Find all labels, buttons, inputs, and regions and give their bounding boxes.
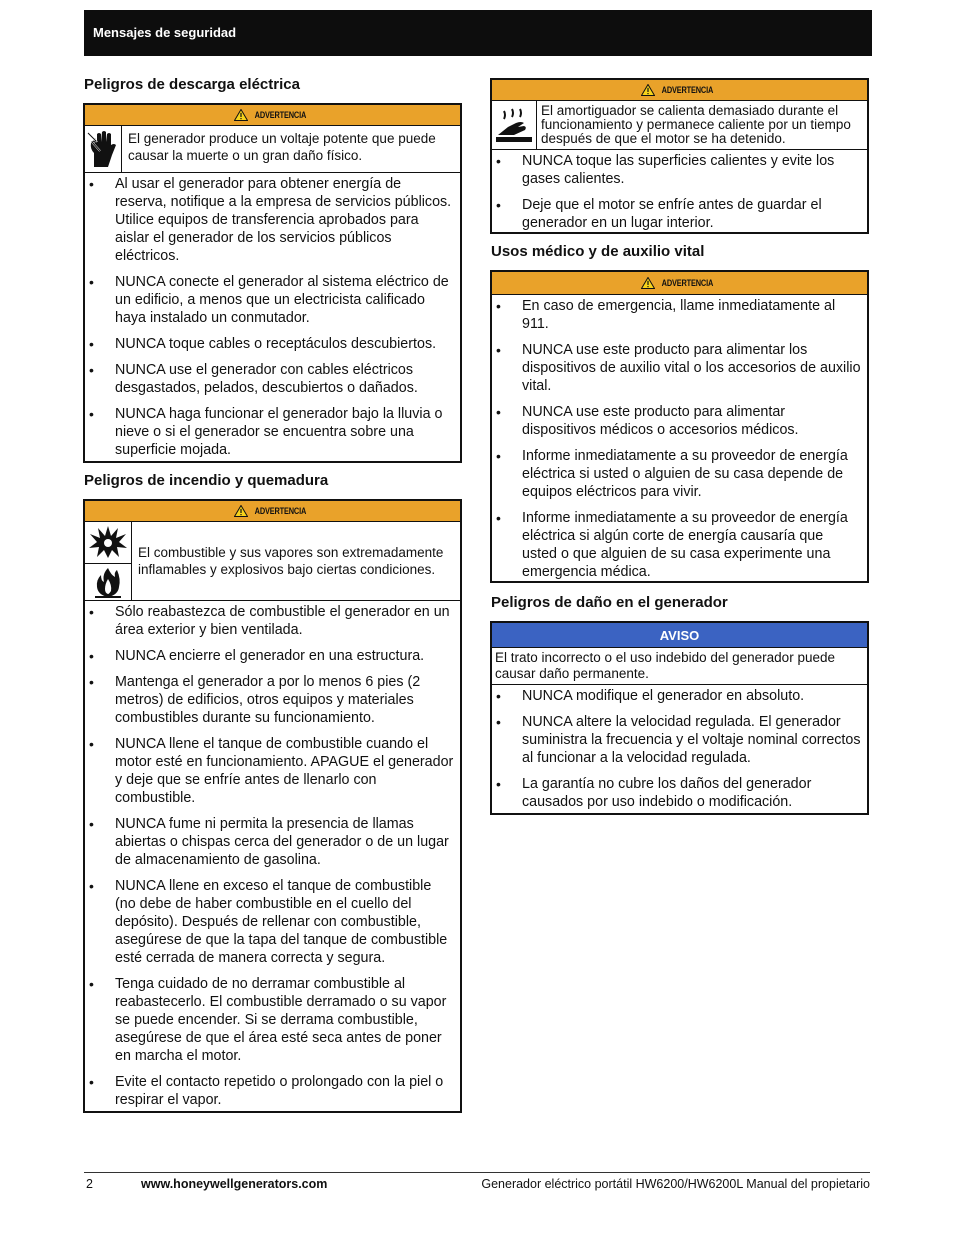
list-item: • Informe inmediatamente a su proveedor de energía eléctrica si algún corte de energía causaría que usted o que alguien de su casa experimente una emergencia médica. xyxy=(492,509,867,581)
warning-header xyxy=(85,105,460,126)
electric-hazard-row xyxy=(85,126,460,173)
explosion-icon xyxy=(88,524,128,560)
list-item: • Mantenga el generador a por lo menos 6 pies (2 metros) de edificios, otros equipos y materiales combustibles durante su funcionamiento. xyxy=(85,673,460,727)
fire-heading: Peligros de incendio y quemadura xyxy=(84,472,329,489)
list-item: • En caso de emergencia, llame inmediatamente al 911. xyxy=(492,297,867,333)
right-column xyxy=(490,78,869,815)
warning-header xyxy=(492,272,867,295)
warning-triangle-icon xyxy=(641,84,655,96)
list-item: • Evite el contacto repetido o prolongado con la piel o respirar el vapor. xyxy=(85,1073,460,1109)
damage-heading: Peligros de daño en el generador xyxy=(491,594,728,611)
fire-warning-box xyxy=(83,499,462,1113)
list-item: • Informe inmediatamente a su proveedor de energía eléctrica si usted o alguien de su casa depende de equipos eléctricos para vivir. xyxy=(492,447,867,501)
notice-header xyxy=(492,623,867,648)
list-item: • NUNCA fume ni permita la presencia de llamas abiertas o chispas cerca del generador o de un lugar de almacenamiento de gasolina. xyxy=(85,815,460,869)
damage-notice-row xyxy=(492,648,867,685)
hot-surface-icon xyxy=(492,101,537,149)
hot-hazard-text: El amortiguador se calienta demasiado durante el funcionamiento y permanece caliente por un tiempo después de que el motor se ha detenido. xyxy=(541,103,851,146)
hot-warning-box xyxy=(490,78,869,234)
hot-hazard-row xyxy=(492,101,867,150)
list-item: • NUNCA modifique el generador en absoluto. xyxy=(492,687,867,705)
list-item: • Deje que el motor se enfríe antes de guardar el generador en un lugar interior. xyxy=(492,196,867,232)
footer-title: Generador eléctrico portátil HW6200/HW6200L Manual del propietario xyxy=(481,1177,870,1191)
warning-label: ADVERTENCIA xyxy=(254,506,306,516)
warning-label: ADVERTENCIA xyxy=(661,85,713,95)
list-item: • NUNCA use este producto para alimentar los dispositivos de auxilio vital o los accesorios de auxilio vital. xyxy=(492,341,867,395)
footer-url[interactable]: www.honeywellgenerators.com xyxy=(141,1177,328,1191)
damage-notice-box xyxy=(490,621,869,815)
electric-heading: Peligros de descarga eléctrica xyxy=(84,76,300,93)
list-item: • NUNCA llene el tanque de combustible cuando el motor esté en funcionamiento. APAGUE el generador y deje que se enfríe antes de llenarlo con combustible. xyxy=(85,735,460,807)
warning-header xyxy=(492,80,867,101)
medical-heading: Usos médico y de auxilio vital xyxy=(491,243,705,260)
left-column xyxy=(83,75,462,1113)
list-item: • Tenga cuidado de no derramar combustible al reabastecerlo. El combustible derramado o su vapor se puede encender. Si se derrama combustible, asegúrese de que el área esté seca antes de poner en marcha el motor. xyxy=(85,975,460,1065)
electric-hazard-text: El generador produce un voltaje potente que puede causar la muerte o un gran daño físico. xyxy=(128,131,436,163)
notice-label: AVISO xyxy=(659,627,700,643)
warning-label: ADVERTENCIA xyxy=(661,278,713,288)
list-item: • NUNCA encierre el generador en una estructura. xyxy=(85,647,460,665)
fire-hazard-text: El combustible y sus vapores son extremadamente inflamables y explosivos bajo ciertas condiciones. xyxy=(138,545,444,577)
list-item: • NUNCA llene en exceso el tanque de combustible (no debe de haber combustible en el cuello del depósito). Después de rellenar con combustible, asegúrese de que la tapa del tanque de combustible esté cerrada de manera correcta y segura. xyxy=(85,877,460,967)
electric-warning-box xyxy=(83,103,462,463)
page-number: 2 xyxy=(86,1177,93,1191)
warning-triangle-icon xyxy=(234,505,248,517)
list-item: • NUNCA use este producto para alimentar dispositivos médicos o accesorios médicos. xyxy=(492,403,867,439)
list-item: • NUNCA haga funcionar el generador bajo la lluvia o nieve o si el generador se encuentra sobre una superficie mojada. xyxy=(85,405,460,459)
list-item: • NUNCA toque cables o receptáculos descubiertos. xyxy=(85,335,460,353)
fire-hazard-row xyxy=(85,522,460,601)
damage-list xyxy=(492,687,867,811)
warning-header xyxy=(85,501,460,522)
header-bar xyxy=(84,10,872,56)
medical-warning-box xyxy=(490,270,869,583)
medical-list xyxy=(492,297,867,581)
damage-notice-text: El trato incorrecto o el uso indebido del generador puede causar daño permanente. xyxy=(495,650,835,681)
list-item: • NUNCA toque las superficies calientes y evite los gases calientes. xyxy=(492,152,867,188)
footer-divider xyxy=(84,1172,870,1173)
header-title: Mensajes de seguridad xyxy=(93,25,237,40)
list-item: • Sólo reabastezca de combustible el generador en un área exterior y bien ventilada. xyxy=(85,603,460,639)
electric-shock-icon xyxy=(85,126,122,172)
flame-icon xyxy=(93,567,123,599)
fire-list xyxy=(85,603,460,1109)
warning-triangle-icon xyxy=(641,277,655,289)
list-item: • Al usar el generador para obtener energía de reserva, notifique a la empresa de servicios públicos. Utilice equipos de transferencia aprobados para aislar el generador de los servicios públicos eléctricos. xyxy=(85,175,460,265)
list-item: • NUNCA use el generador con cables eléctricos desgastados, pelados, descubiertos o dañados. xyxy=(85,361,460,397)
fire-icons xyxy=(85,522,132,600)
warning-triangle-icon xyxy=(234,109,248,121)
hot-list xyxy=(492,152,867,232)
warning-label: ADVERTENCIA xyxy=(254,110,306,120)
list-item: • NUNCA altere la velocidad regulada. El generador suministra la frecuencia y el voltaje nominal correctos al funcionar a la velocidad regulada. xyxy=(492,713,867,767)
list-item: • La garantía no cubre los daños del generador causados por uso indebido o modificación. xyxy=(492,775,867,811)
electric-list xyxy=(85,175,460,459)
list-item: • NUNCA conecte el generador al sistema eléctrico de un edificio, a menos que un electricista calificado haya instalado un conmutador. xyxy=(85,273,460,327)
